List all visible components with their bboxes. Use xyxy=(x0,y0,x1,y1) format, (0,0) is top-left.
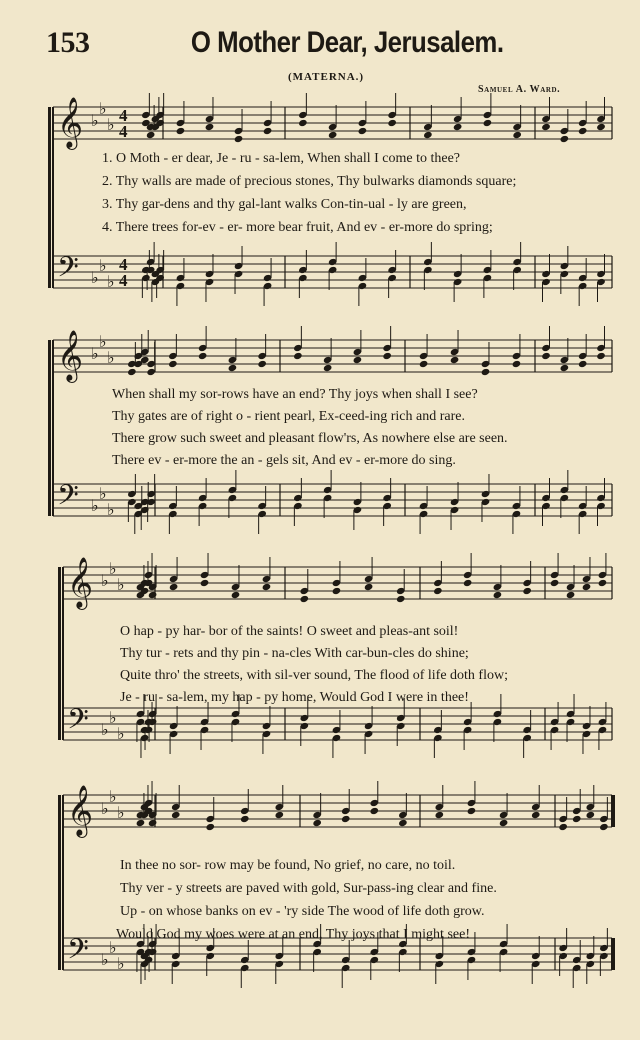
flat-sign-icon: ♭ xyxy=(117,577,125,594)
verse-2-line-4: Thy ver - y streets are paved with gold, Sur-pass-ing clear and fine. xyxy=(120,881,497,896)
verse-3-line-4: Up - on whose banks on ev - 'ry side The wood of life doth grow. xyxy=(120,904,485,919)
note-head xyxy=(423,131,433,139)
flat-sign-icon: ♭ xyxy=(107,350,115,367)
hymn-title: O Mother Dear, Jerusalem. xyxy=(190,26,504,59)
note-head xyxy=(171,811,181,819)
system-brace xyxy=(58,795,61,970)
note-head xyxy=(433,587,443,595)
note-head xyxy=(598,579,608,587)
note-head xyxy=(341,815,351,823)
note-head xyxy=(450,356,460,364)
note-head xyxy=(323,364,333,372)
treble-clef-icon: 𝄞 xyxy=(67,785,94,836)
verse-4-line-1: 4. There trees for-ev - er- more bear fruit, And ev - er-more do spring; xyxy=(102,220,493,235)
verse-2-line-3: Thy tur - rets and thy pin - na-cles With car-bun-cles do shine; xyxy=(120,646,469,661)
note-head xyxy=(332,587,342,595)
note-head xyxy=(560,364,570,372)
note-head xyxy=(257,360,267,368)
note-head xyxy=(146,131,156,139)
time-signature: 4 xyxy=(119,255,128,274)
note-head xyxy=(572,815,582,823)
note-head xyxy=(205,123,215,131)
verse-3-line-2: There grow such sweet and pleasant flow'rs, As nowhere else are seen. xyxy=(112,431,508,446)
verse-2-line-2: Thy gates are of right o - rient pearl, Ex-ceed-ing rich and rare. xyxy=(112,409,465,424)
verse-3-line-3: Quite thro' the streets, with sil-ver sound, The flood of life doth flow; xyxy=(120,668,508,683)
note-head xyxy=(382,352,392,360)
flat-sign-icon: ♭ xyxy=(117,805,125,822)
note-head xyxy=(205,823,215,831)
flat-sign-icon: ♭ xyxy=(107,274,115,291)
flat-sign-icon: ♭ xyxy=(91,346,99,363)
verse-2-line-1: 2. Thy walls are made of precious stones, Thy bulwarks diamonds square; xyxy=(102,174,517,189)
verse-1-line-1: 1. O Moth - er dear, Je - ru - sa-lem, When shall I come to thee? xyxy=(102,151,460,166)
time-signature: 4 xyxy=(119,122,128,141)
note-head xyxy=(353,356,363,364)
note-head xyxy=(522,587,532,595)
verse-4-line-3: Je - ru - sa-lem, my hap - py home, Would God I were in thee! xyxy=(120,690,469,705)
system-brace xyxy=(58,567,61,740)
note-head xyxy=(398,819,408,827)
final-barline xyxy=(611,795,615,827)
note-head xyxy=(358,127,368,135)
note-head xyxy=(169,583,179,591)
note-head xyxy=(263,127,273,135)
system-brace xyxy=(48,107,51,288)
note-head xyxy=(176,127,186,135)
note-head xyxy=(531,811,541,819)
note-head xyxy=(168,360,178,368)
flat-sign-icon: ♭ xyxy=(109,789,117,806)
note-head xyxy=(566,591,576,599)
flat-sign-icon: ♭ xyxy=(99,258,107,275)
flat-sign-icon: ♭ xyxy=(91,270,99,287)
note-head xyxy=(512,131,522,139)
note-head xyxy=(262,583,272,591)
note-head xyxy=(481,368,491,376)
note-head xyxy=(578,360,588,368)
time-signature: 4 xyxy=(119,271,128,290)
note-head xyxy=(293,352,303,360)
note-head xyxy=(370,807,380,815)
note-head xyxy=(558,823,568,831)
note-head xyxy=(231,591,241,599)
flat-sign-icon: ♭ xyxy=(117,726,125,743)
hymn-number: 153 xyxy=(46,26,90,59)
treble-clef-icon: 𝄞 xyxy=(57,330,84,381)
flat-sign-icon: ♭ xyxy=(109,710,117,727)
flat-sign-icon: ♭ xyxy=(101,952,109,969)
system-brace xyxy=(48,340,51,516)
note-head xyxy=(560,135,570,143)
verse-4-line-4: Would God my woes were at an end, Thy joys that I might see! xyxy=(116,927,470,942)
bass-clef-icon: 𝄢 xyxy=(57,479,79,519)
note-head xyxy=(328,131,338,139)
time-signature: 4 xyxy=(119,106,128,125)
flat-sign-icon: ♭ xyxy=(91,498,99,515)
note-head xyxy=(499,819,509,827)
note-head xyxy=(435,811,445,819)
flat-sign-icon: ♭ xyxy=(99,101,107,118)
flat-sign-icon: ♭ xyxy=(107,502,115,519)
note-head xyxy=(275,811,285,819)
note-head xyxy=(453,123,463,131)
note-head xyxy=(240,815,250,823)
flat-sign-icon: ♭ xyxy=(101,573,109,590)
treble-clef-icon: 𝄞 xyxy=(57,97,84,148)
note-head xyxy=(364,583,374,591)
note-head xyxy=(396,595,406,603)
note-head xyxy=(312,819,322,827)
note-head xyxy=(463,579,473,587)
note-head xyxy=(596,123,606,131)
note-head xyxy=(582,583,592,591)
flat-sign-icon: ♭ xyxy=(109,561,117,578)
verse-1-line-4: In thee no sor- row may be found, No grief, no care, no toil. xyxy=(120,858,456,873)
note-head xyxy=(234,135,244,143)
note-head xyxy=(541,352,551,360)
note-head xyxy=(387,119,397,127)
flat-sign-icon: ♭ xyxy=(117,956,125,973)
note-head xyxy=(298,119,308,127)
note-head xyxy=(200,579,210,587)
note-head xyxy=(586,811,596,819)
note-head xyxy=(228,364,238,372)
note-head xyxy=(198,352,208,360)
verse-1-line-2: When shall my sor-rows have an end? Thy joys when shall I see? xyxy=(112,387,478,402)
flat-sign-icon: ♭ xyxy=(101,801,109,818)
composer: Samuel A. Ward. xyxy=(478,84,561,95)
note-head xyxy=(419,360,429,368)
note-head xyxy=(599,823,609,831)
verse-4-line-2: There ev - er-more the an - gels sit, And ev - er-more do sing. xyxy=(112,453,456,468)
note-head xyxy=(483,119,493,127)
bass-clef-icon: 𝄢 xyxy=(67,703,89,743)
note-head xyxy=(596,352,606,360)
flat-sign-icon: ♭ xyxy=(101,722,109,739)
verse-1-line-3: O hap - py har- bor of the saints! O sweet and pleas-ant soil! xyxy=(120,624,459,639)
note-head xyxy=(467,807,477,815)
flat-sign-icon: ♭ xyxy=(109,940,117,957)
note-head xyxy=(578,127,588,135)
flat-sign-icon: ♭ xyxy=(99,334,107,351)
note-head xyxy=(550,579,560,587)
verse-3-line-1: 3. Thy gar-dens and thy gal-lant walks Con-tin-ual - ly are green, xyxy=(102,197,467,212)
tune-name: (MATERNA.) xyxy=(288,71,365,83)
note-head xyxy=(512,360,522,368)
bass-clef-icon: 𝄢 xyxy=(67,933,89,973)
flat-sign-icon: ♭ xyxy=(99,486,107,503)
note-head xyxy=(493,591,503,599)
bass-clef-icon: 𝄢 xyxy=(57,251,79,291)
note-head xyxy=(136,819,146,827)
flat-sign-icon: ♭ xyxy=(91,113,99,130)
note-head xyxy=(148,819,158,827)
note-head xyxy=(127,368,137,376)
note-head xyxy=(541,123,551,131)
flat-sign-icon: ♭ xyxy=(107,117,115,134)
note-head xyxy=(300,595,310,603)
note-head xyxy=(148,591,158,599)
treble-clef-icon: 𝄞 xyxy=(67,557,94,608)
